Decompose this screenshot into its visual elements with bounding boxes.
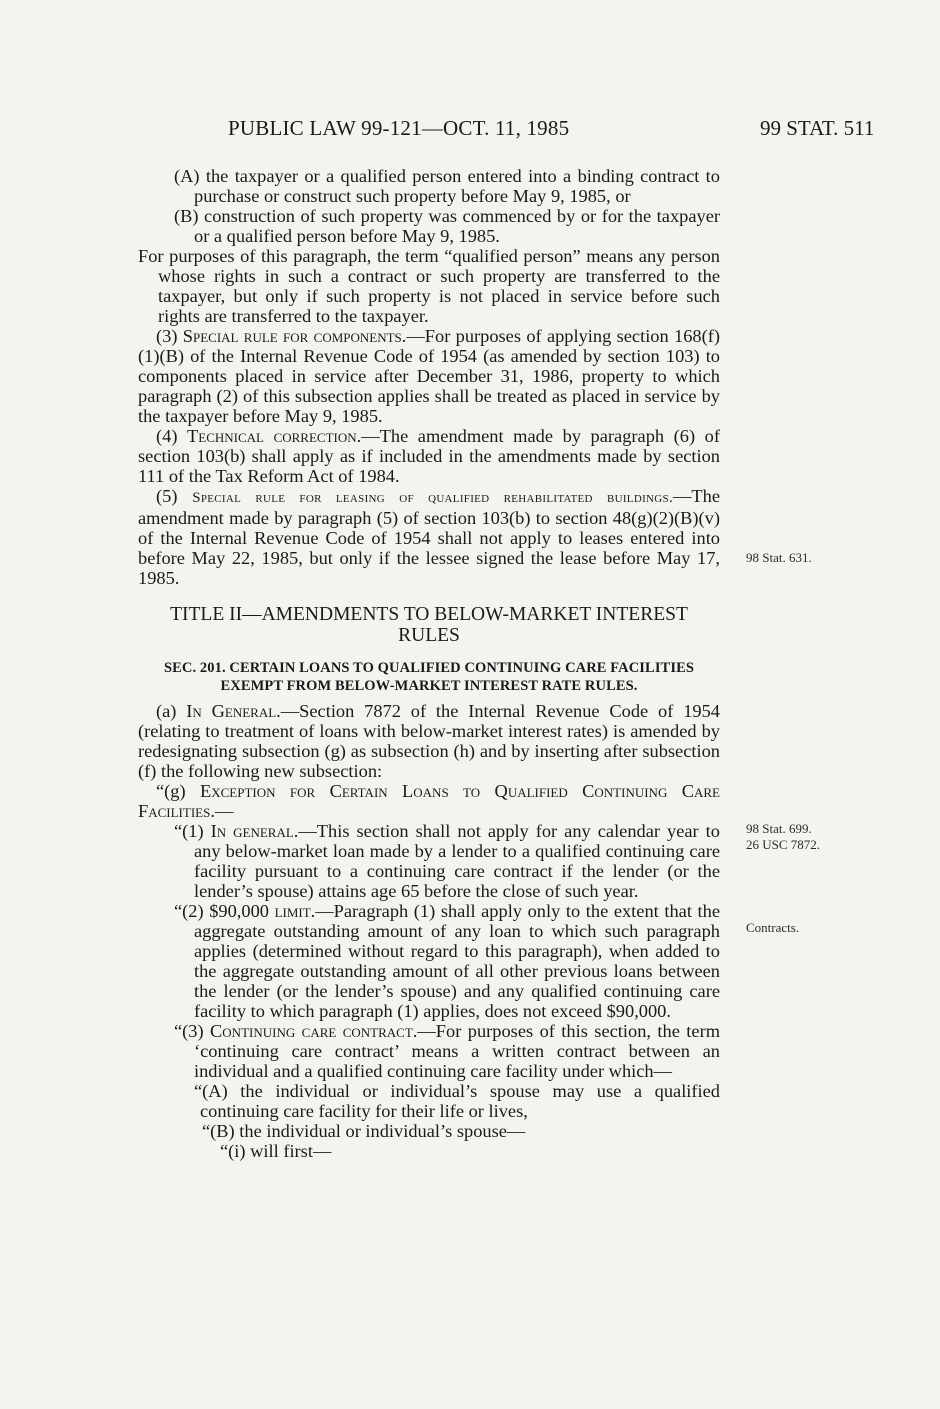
clause-a: (A) the taxpayer or a qualified person entered into a binding contract to purchase or construct such property before May 9, 1985, or bbox=[174, 166, 720, 206]
subsection-g bbox=[138, 781, 720, 821]
title-heading-line-1: TITLE II—AMENDMENTS TO BELOW-MARKET INTEREST bbox=[170, 604, 688, 625]
spacer bbox=[138, 588, 720, 594]
margin-note-98-stat-699: 98 Stat. 699. bbox=[746, 821, 812, 836]
paragraph-3-text: —For purposes of applying section 168(f)(1)(B) of the Internal Revenue Code of 1954 (as amended by section 103) to components placed in service after December 31, 1986, property to which paragraph (2) of this subsection applies shall be treated as placed in service by the taxpayer before May 9, 1985. bbox=[138, 326, 720, 426]
subsection-g-paragraph-1 bbox=[138, 821, 720, 901]
title-heading-line-2: RULES bbox=[398, 625, 460, 646]
g3-text: —For purposes of this section, the term ‘continuing care contract’ means a written contract between an individual and a qualified continuing care facility under which— bbox=[194, 1021, 720, 1081]
subsection-g-dash: — bbox=[214, 801, 234, 821]
g3-number: “(3) bbox=[174, 1021, 204, 1041]
paragraph-5-heading: Special rule for leasing of qualified rehabilitated buildings. bbox=[192, 490, 673, 506]
paragraph-5-text: —The amendment made by paragraph (5) of section 103(b) to section 48(g)(2)(B)(v) of the Internal Revenue Code of 1954 shall not apply to leases entered into before May 22, 1985, but only if the lessee signed the lease before May 17, 1985. bbox=[138, 486, 720, 588]
page-body bbox=[138, 166, 720, 1161]
paragraph-5 bbox=[138, 486, 720, 588]
subsection-g-heading: Exception for Certain Loans to Qualified Continuing Care Facilities. bbox=[138, 781, 720, 821]
subsection-a-number: (a) bbox=[156, 701, 177, 721]
subsection-g-paragraph-2 bbox=[138, 901, 720, 1021]
paragraph-5-number: (5) bbox=[156, 486, 178, 506]
subsection-g-number: “(g) bbox=[156, 781, 186, 801]
section-heading-line-2: EXEMPT FROM BELOW-MARKET INTEREST RATE RULES. bbox=[220, 678, 638, 694]
qualified-person-definition: For purposes of this paragraph, the term “qualified person” means any person whose rights in such a contract or such property are transferred to the taxpayer, but only if such property is not placed in service before such rights are transferred to the taxpayer. bbox=[138, 246, 720, 326]
subsection-g-paragraph-3 bbox=[138, 1021, 720, 1081]
header-stat-page: 99 STAT. 511 bbox=[760, 116, 875, 140]
section-heading-line-1: SEC. 201. CERTAIN LOANS TO QUALIFIED CONTINUING CARE FACILITIES bbox=[163, 660, 695, 676]
paragraph-4 bbox=[138, 426, 720, 486]
subsection-a-heading: In General. bbox=[186, 701, 281, 721]
clause-b: (B) construction of such property was commenced by or for the taxpayer or a qualified person before May 9, 1985. bbox=[174, 206, 720, 246]
page-header bbox=[0, 116, 940, 146]
g1-heading: In general. bbox=[210, 821, 299, 841]
paragraph-4-number: (4) bbox=[156, 426, 178, 446]
g3-clause-a: “(A) the individual or individual’s spouse may use a qualified continuing care facility for their life or lives, bbox=[194, 1081, 720, 1121]
g2-number: “(2) $90,000 bbox=[174, 901, 269, 921]
g2-text: —Paragraph (1) shall apply only to the extent that the aggregate outstanding amount of any loan to which such paragraph applies (determined without regard to this paragraph), when added to the aggregate outstanding amount of all other previous loans between the lender (or the lender’s spouse) and any qualified continuing care facility to which paragraph (1) applies, does not exceed $90,000. bbox=[194, 901, 720, 1021]
header-title: PUBLIC LAW 99-121—OCT. 11, 1985 bbox=[228, 116, 570, 140]
g1-number: “(1) bbox=[174, 821, 204, 841]
margin-note-26-usc-7872: 26 USC 7872. bbox=[746, 837, 821, 852]
paragraph-4-text: —The amendment made by paragraph (6) of section 103(b) shall apply as if included in the amendments made by section 111 of the Tax Reform Act of 1984. bbox=[138, 426, 721, 486]
margin-note-contracts: Contracts. bbox=[746, 920, 800, 935]
paragraph-3 bbox=[138, 326, 720, 426]
g3-clause-b-i: “(i) will first— bbox=[220, 1141, 332, 1161]
subsection-a bbox=[138, 701, 720, 781]
g1-text: —This section shall not apply for any calendar year to any below-market loan made by a lender to a qualified continuing care facility pursuant to a continuing care contract if the lender (or the lender’s spouse) attains age 65 before the close of such year. bbox=[194, 821, 720, 901]
subsection-a-text: —Section 7872 of the Internal Revenue Code of 1954 (relating to treatment of loans with below-market interest rates) is amended by redesignating subsection (g) as subsection (h) and by inserting after subsection (f) the following new subsection: bbox=[138, 701, 720, 781]
paragraph-3-heading: Special rule for components. bbox=[182, 326, 407, 346]
paragraph-4-heading: Technical correction. bbox=[187, 426, 362, 446]
g2-heading: limit. bbox=[274, 901, 316, 921]
paragraph-3-number: (3) bbox=[156, 326, 178, 346]
g3-heading: Continuing care contract. bbox=[210, 1021, 418, 1041]
g3-clause-b: “(B) the individual or individual’s spouse— bbox=[202, 1121, 526, 1141]
margin-note-98-stat-631: 98 Stat. 631. bbox=[746, 550, 812, 565]
